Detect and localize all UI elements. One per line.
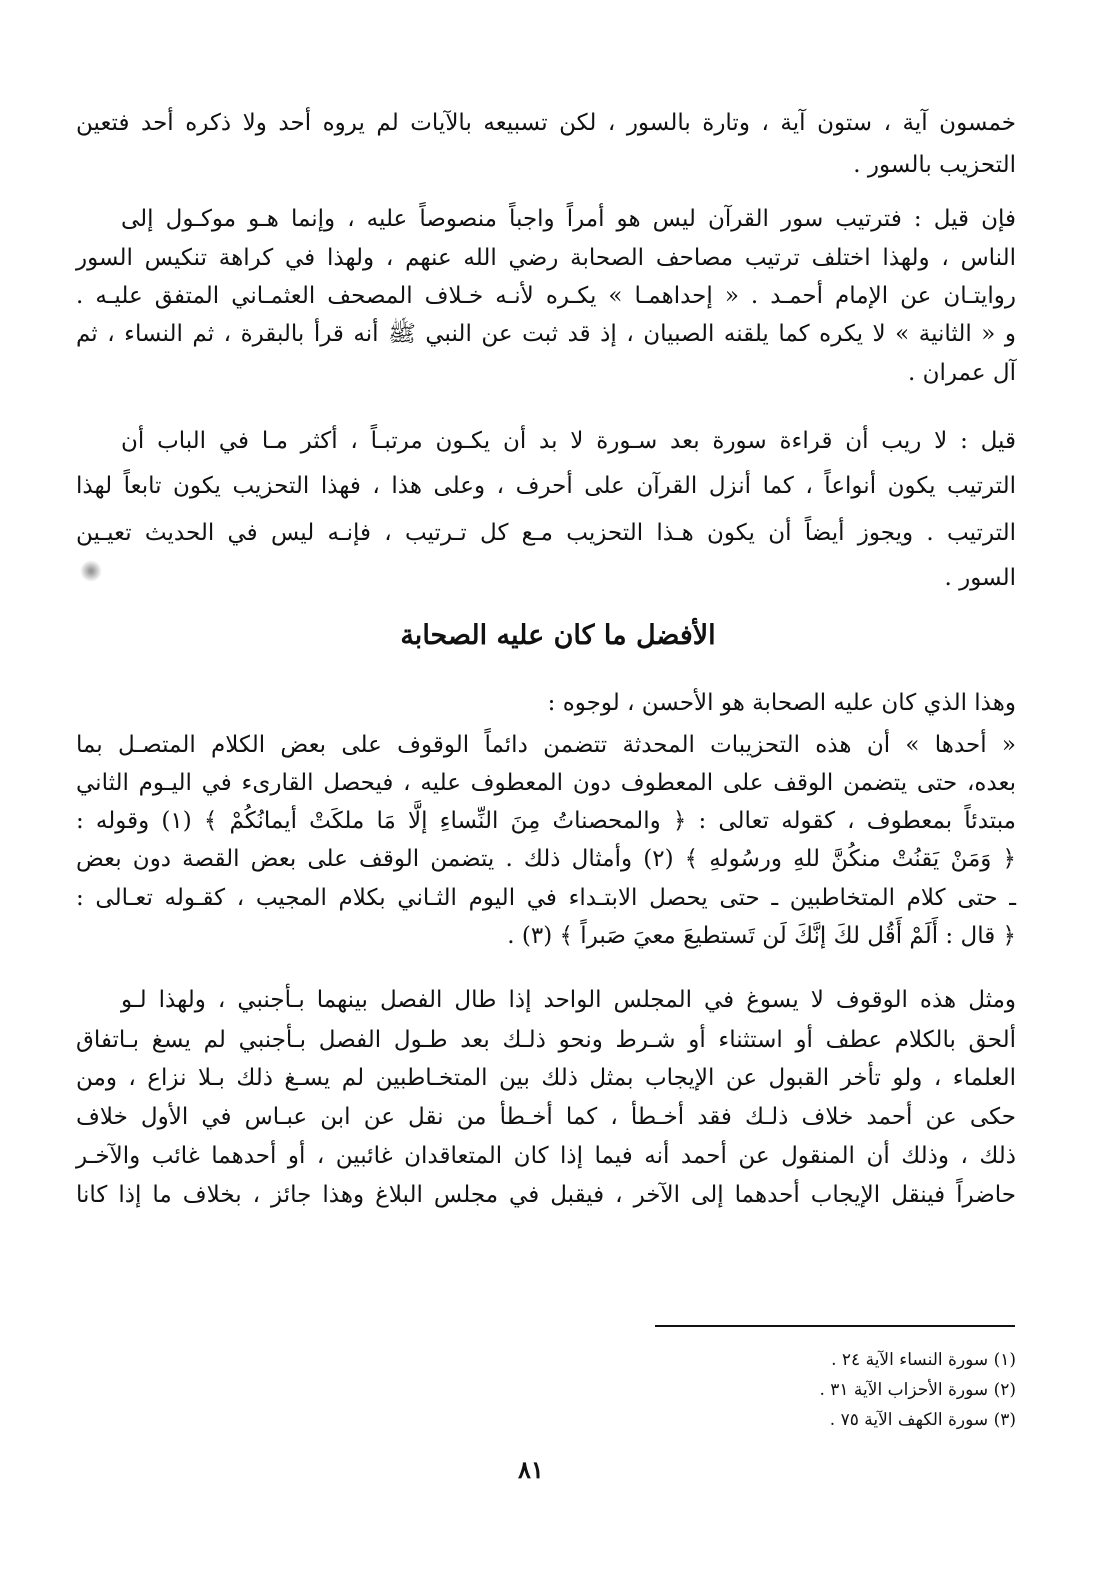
text-line: روايتـان عن الإمام أحمـد . « إحداهمـا » يكـره لأنـه خـلاف المصحف العثمـاني المتفق عليـه .	[76, 283, 1016, 309]
text-line: قيل : لا ريب أن قراءة سورة بعد سـورة لا بد أن يكـون مرتبـاً ، أكثر مـا في الباب أن	[121, 428, 1016, 454]
text-line: ﴿ وَمَنْ يَقنُتْ منكُنَّ للهِ ورسُولهِ ﴾ (٢) وأمثال ذلك . يتضمن الوقف على بعض القصة دون بعض	[76, 846, 1016, 872]
text-line: خمسون آية ، ستون آية ، وتارة بالسور ، لكن تسبيعه بالآيات لم يروه أحد ولا ذكره أحد فتعين	[76, 110, 1016, 136]
text-line: مبتدئاً بمعطوف ، كقوله تعالى : ﴿ والمحصناتُ مِنَ النِّساءِ إلَّا مَا ملكَتْ أيمانُكُمْ ﴾ (١) وقوله :	[76, 808, 1016, 834]
text-line: و « الثانية » لا يكره كما يلقنه الصبيان ، إذ قد ثبت عن النبي ﷺ أنه قرأ بالبقرة ، ثم النساء ، ثم	[76, 321, 1016, 347]
text-line: الترتيب يكون أنواعاً ، كما أنزل القرآن على أحرف ، وعلى هذا ، فهذا التحزيب يكون تابعاً لهذا	[76, 473, 1016, 499]
text-line: العلماء ، ولو تأخر القبول عن الإيجاب بمثل ذلك بين المتخـاطبين لم يسـغ ذلك بـلا نزاع ، ومن	[76, 1065, 1016, 1091]
scan-smudge	[80, 560, 102, 582]
text-line: وهذا الذي كان عليه الصحابة هو الأحسن ، لوجوه :	[547, 690, 1016, 716]
footnote: (٢) سورة الأحزاب الآية ٣١ .	[819, 1380, 1016, 1400]
text-line: آل عمران .	[907, 360, 1016, 386]
footnote-divider	[655, 1325, 1015, 1327]
text-line: ومثل هذه الوقوف لا يسوغ في المجلس الواحد إذا طال الفصل بينهما بـأجنبي ، ولهذا لـو	[121, 987, 1016, 1013]
text-line: ـ حتى كلام المتخاطبين ـ حتى يحصل الابتـداء في اليوم الثـاني بكلام المجيب ، كقـوله تعـالى :	[76, 885, 1016, 911]
text-line: فإن قيل : فترتيب سور القرآن ليس هو أمراً واجباً منصوصاً عليه ، وإنما هـو موكـول إلى	[121, 206, 1016, 232]
text-line: التحزيب بالسور .	[853, 152, 1016, 178]
text-line: ذلك ، وذلك أن المنقول عن أحمد أنه فيما إذا كان المتعاقدان غائبين ، أو أحدهما غائب والآخـر	[76, 1143, 1016, 1169]
footnote: (٣) سورة الكهف الآية ٧٥ .	[829, 1410, 1016, 1430]
text-line: حكى عن أحمد خلاف ذلـك فقد أخـطأ ، كما أخـطأ من نقل عن ابن عبـاس في الأول خلاف	[76, 1104, 1016, 1130]
text-line: ألحق بالكلام عطف أو استثناء أو شـرط ونحو ذلـك بعد طـول الفصل بـأجنبي لم يسغ بـاتفاق	[76, 1027, 1016, 1053]
footnote: (١) سورة النساء الآية ٢٤ .	[831, 1350, 1016, 1370]
section-heading: الأفضل ما كان عليه الصحابة	[400, 620, 716, 651]
text-line: حاضراً فينقل الإيجاب أحدهما إلى الآخر ، فيقبل في مجلس البلاغ وهذا جائز ، بخلاف ما إذا كانا	[76, 1182, 1016, 1208]
text-line: « أحدها » أن هذه التحزيبات المحدثة تتضمن دائماً الوقوف على بعض الكلام المتصـل بما	[76, 732, 1016, 758]
page-number: ٨١	[518, 1455, 544, 1484]
text-line: الترتيب . ويجوز أيضاً أن يكون هـذا التحزيب مـع كل تـرتيب ، فإنـه ليس في الحديث تعيـين	[76, 520, 1016, 546]
text-line: ﴿ قال : أَلَمْ أَقُل لكَ إنَّكَ لَن تَستطيعَ معيَ صَبراً ﴾ (٣) .	[507, 923, 1016, 949]
text-line: بعده، حتى يتضمن الوقف على المعطوف دون المعطوف عليه ، فيحصل القارىء في اليـوم الثاني	[76, 770, 1016, 796]
text-line: السور .	[944, 565, 1016, 591]
text-line: الناس ، ولهذا اختلف ترتيب مصاحف الصحابة رضي الله عنهم ، ولهذا في كراهة تنكيس السور	[76, 245, 1016, 271]
